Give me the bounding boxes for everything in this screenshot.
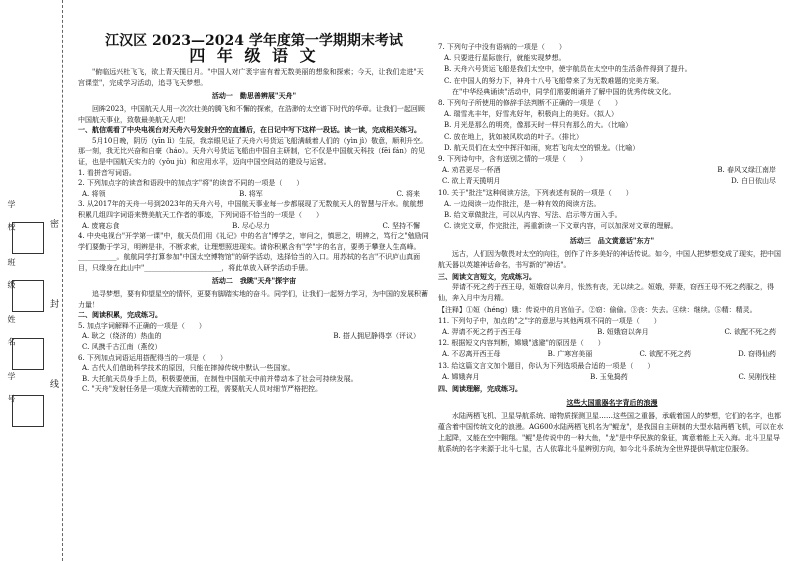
question-1: 1. 看拼音写词语。 <box>78 168 136 177</box>
section-2-heading: 二、阅读积累，完成练习。 <box>78 310 162 320</box>
exam-subtitle: 四 年 级 语 文 <box>189 45 319 65</box>
activity-3-text: 远古，人们因为敬畏对太空的向往，创作了许多美好的神话传说。如今，中国人把梦想变成了现实，把中国航天器以英雄神话命名，书写新的"神话"。 <box>438 249 781 269</box>
number-label: 学 号 <box>7 372 16 409</box>
option-a[interactable]: A. 耿之（绕济的）热血的 <box>82 332 162 341</box>
activity-1-title: 活动一 勤思善辨展"天舟" <box>211 91 297 101</box>
seal-line <box>62 0 63 561</box>
question-11: 11. 下列句子中，加点的"之"字的意思与其他两项不同的一项是（ ） <box>438 316 661 325</box>
class-field[interactable] <box>12 280 44 312</box>
name-field[interactable] <box>12 338 44 370</box>
activity-1-text: 回眸2023，中国航天人用一次次壮美的腾飞和不懈的探索，在浩渺的太空谱下时代的华章。让我们一起回顾中国航天事业，致敬最美航天人吧！ <box>78 104 425 124</box>
section-4-heading: 四、阅读理解，完成练习。 <box>438 384 522 394</box>
option-c[interactable]: C. 吴刚伐桂 <box>738 372 776 381</box>
question-12-options <box>438 349 786 360</box>
section-1-heading: 一、航信观看了中央电视台对天舟六号发射升空的直播后，在日记中写下这样一段话。读一读，完成相关练习。 <box>78 125 421 135</box>
activity-3-title: 活动三 品文赏意话"东方" <box>569 236 655 246</box>
section-3-heading: 三、阅读文言短文，完成练习。 <box>438 272 536 282</box>
option-c[interactable]: C. 欲配不死之药 <box>724 328 776 337</box>
option-a[interactable]: A. 瑞雪兆丰年，好雪兆好年，积极向上的美好。（拟人） <box>444 110 619 119</box>
school-field[interactable] <box>12 222 44 254</box>
question-3-options <box>78 221 430 232</box>
question-11-options <box>438 327 786 338</box>
option-b[interactable]: B. 月光是那么的明亮，像那天时一样只有那么的大。（比喻） <box>444 121 633 130</box>
option-c[interactable]: C. 读完文章，作完批注，再重新读一下文章内容，可以加深对文章的理解。 <box>444 222 678 231</box>
option-b[interactable]: B. 将军 <box>239 189 263 198</box>
left-column <box>78 33 430 395</box>
activity-2-text: 追寻梦想，要有仰望星空的情怀，更要有脚踏实地的奋斗。同学们，让我们一起努力学习，为中国的发展积蓄力量！ <box>78 290 428 309</box>
option-a[interactable]: A. 将领 <box>82 189 106 198</box>
question-5: 5. 加点字词解释不正确的一项是（ ） <box>78 321 206 330</box>
passage-text: 5月10日晚，阴历（yīn lì）生辰，我亲眼见证了天舟六号货运飞船满载着人们的（yìn jì）敬意，顺利升空。那一刻，我无比兴奋和自豪（háo）。天舟六号货运飞船由中国自主研制，它不仅是中国航天科技（fēi fán）的见证，也是中国航天实力的（yǒu jù）和应用水平，迈向中国空间站的建设与运营。 <box>78 136 428 166</box>
exam-title: 江汉区 2023—2024 学年度第一学期期末考试 <box>105 33 403 49</box>
number-field[interactable] <box>12 395 44 427</box>
question-9: 9. 下列诗句中，含有送别之情的一项是（ ） <box>438 155 587 164</box>
option-b[interactable]: B. 给文章做批注，可以从内容、写法、启示等方面入手。 <box>444 211 622 220</box>
seal-word-3: 线 <box>50 375 59 392</box>
option-a[interactable]: A. 只要进行星际旅行，就能实现梦想。 <box>444 54 566 63</box>
option-b[interactable]: B. 春风又绿江南岸 <box>717 166 776 175</box>
seal-word-1: 密 <box>50 215 59 232</box>
question-9-options-2 <box>438 176 786 187</box>
option-b[interactable]: B. 玉兔捣药 <box>590 372 628 381</box>
option-c[interactable]: C. 在中国人的努力下，神舟十八号飞船带来了为无数难题的完美方案。 <box>444 76 664 85</box>
classical-notes: 【注释】①姮（héng）娥：传说中的月宫仙子。②窃：偷偷。③丧：失去。④续：继续。⑤精：精灵。 <box>438 305 757 314</box>
question-8-context: 在"中华经典诵读"活动中，同学们需要朗诵并了解中国的优秀传统文化。 <box>452 87 676 96</box>
option-c[interactable]: C. "天舟"发射任务是一项庞大而精密的工程，需要航天人员对细节严格把控。 <box>82 385 322 394</box>
option-b[interactable]: B. 广寒宫美丽 <box>547 350 593 359</box>
option-d[interactable]: D. 窃得仙药 <box>738 350 776 359</box>
option-a[interactable]: A. 羿请不死之药于西王母 <box>442 328 522 337</box>
option-d[interactable]: D. 航天员们在太空中挥汗如雨，宛若飞向太空的银龙。（比喻） <box>444 143 640 152</box>
reading-text: 水陆两栖飞机、卫星导航系统、暗物质探测卫星……这些国之重器，承载着国人的梦想，它们的名字，也都蕴含着中国传统文化的浪漫。AG600水陆两栖飞机名为"鲲龙"，是我国自主研制的大型水陆两栖飞机，可以在水上起降，又能在空中翱翔。"鲲"是传说中的一种大鱼，"龙"是中华民族的象征，寓意着能上天入海。北斗卫星导航系统的名字来源于北斗七星，古人依靠北斗星辨别方向，如今北斗系统为全世界提供导航定位服务。 <box>438 411 784 454</box>
question-10: 10. 关于"批注"这种阅读方法，下列表述有误的一项是（ ） <box>438 188 633 197</box>
option-a[interactable]: A. 古代人们借助科学技术的原因，只能在摔掉传统中默认一些国家。 <box>82 364 295 373</box>
school-label: 学 校 <box>7 200 16 237</box>
binding-margin <box>0 0 70 561</box>
option-c[interactable]: C. 坚持不懈 <box>382 221 420 230</box>
option-a[interactable]: A. 不忍离开西王母 <box>442 350 501 359</box>
question-2-options <box>78 189 430 200</box>
question-4: 4. 中央电视台"开学第一课"中，航天员们用《礼记》中的名言"博学之，审问之，慎思之，明辨之，笃行之"勉励同学们要勤于学习，明辨是非，不断求索，让理想照进现实。请你积累含有"学"字的名言，要勇于攀登人生高峰。___________。航航同学打算参加"中国太空博物馆"的研学活动，选择恰当的入口。用苏轼的名言"不识庐山真面目，只缘身在此山中"______________________，将此单放入研学活动手册。 <box>78 232 429 272</box>
option-c[interactable]: C. 风携千古江南（燕佼） <box>82 343 162 352</box>
activity-2-title: 活动二 我眺"天舟"探宇宙 <box>211 276 297 286</box>
option-c[interactable]: C. 欲上青天揽明月 <box>442 177 501 186</box>
option-a[interactable]: A. 废寝忘食 <box>82 221 120 230</box>
question-6: 6. 下列加点词语运用搭配得当的一项是（ ） <box>78 353 227 362</box>
option-b[interactable]: B. 搭人拥尼静得享（评议） <box>333 332 420 341</box>
option-b[interactable]: B. 尽心尽力 <box>232 221 270 230</box>
intro-text: "俯临远兴杜飞飞，欲上青天揽日月。"中国人对广袤宇宙有着无数美丽的想象和探索；今天，让我们走进"天宫课堂"，完成学习活动，追寻飞天梦想。 <box>78 68 424 87</box>
option-b[interactable]: B. 姮娥窃以奔月 <box>597 328 649 337</box>
question-2: 2. 下列加点字的读音和语段中的加点字"将"的读音不同的一项是（ ） <box>78 179 304 188</box>
classical-text: 羿请不死之药于西王母，姮娥窃以奔月，怅然有丧，无以续之。姮娥，羿妻，窃西王母不死之药服之，得仙，奔入月中为月精。 <box>438 283 774 303</box>
option-c[interactable]: C. 放在地上，犹如被风吹动的叶子。（排比） <box>444 132 584 141</box>
option-b[interactable]: B. 大托航天员身手上员，积极要使面，在制性中国航天中前并带动本了社会可持续发展。 <box>82 374 358 383</box>
option-a[interactable]: A. 嫦娥奔月 <box>442 372 480 381</box>
reading-title: 这些大国重器名字背后的浪漫 <box>566 398 658 408</box>
right-column <box>438 42 786 455</box>
question-9-options <box>438 165 786 176</box>
option-c[interactable]: C. 欲配不死之药 <box>639 350 691 359</box>
question-13-options <box>438 372 786 383</box>
question-13: 13. 给这篇文言文加个题目，你认为下列选项最合适的一项是（ ） <box>438 361 655 370</box>
question-5-options <box>78 331 430 342</box>
question-8: 8. 下列句子所使用的修辞手法判断不正确的一项是（ ） <box>438 99 622 108</box>
question-12: 12. 根据短文内容判断，嫦娥"逃避"的原因是（ ） <box>438 339 605 348</box>
seal-word-2: 封 <box>50 295 59 312</box>
option-d[interactable]: D. 白日依山尽 <box>731 177 776 186</box>
question-7: 7. 下列句子中没有语病的一项是（ ） <box>438 43 566 51</box>
name-label: 姓 名 <box>7 315 16 352</box>
option-b[interactable]: B. 天舟六号货运飞船是我们太空中，使宇航员在太空中的生活条件得到了提升。 <box>444 65 692 74</box>
option-c[interactable]: C. 将来 <box>396 189 420 198</box>
option-a[interactable]: A. 劝君更尽一杯酒 <box>442 166 501 175</box>
class-label: 班 级 <box>7 258 16 295</box>
option-a[interactable]: A. 一边阅读一边作批注，是一种有效的阅读方法。 <box>444 199 601 208</box>
question-3: 3. 从2017年的天舟一号到2023年的天舟六号，中国航天事业每一步都展现了无数航天人的智慧与汗水。航航想积累几组四字词语来赞美航天工作者的事迹，下列词语不恰当的一项是（ ） <box>78 200 424 219</box>
